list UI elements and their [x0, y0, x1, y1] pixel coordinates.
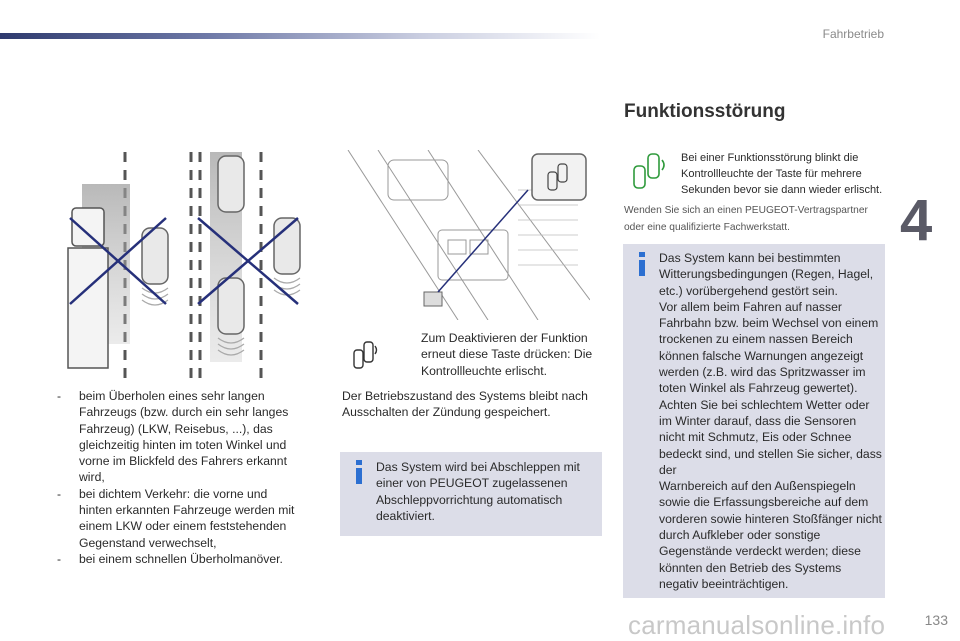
list-item: - beim Überholen eines sehr langen Fahrzeugs (bzw. durch ein sehr langes Fahrzeug) (LKW, Reisebus, ...), das gleichzeitig hinten im toten Winkel und vorne im Blickfeld des Fahrers erkannt wird, — [57, 389, 289, 485]
header-bar — [0, 33, 600, 39]
console-button-illustration — [338, 150, 590, 320]
chapter-number: 4 — [900, 188, 933, 253]
status-memory-text: Der Betriebszustand des Systems bleibt nach Ausschalten der Zündung gespeichert. — [342, 389, 588, 420]
section-title: Fahrbetrieb — [822, 27, 884, 41]
list-item: - bei einem schnellen Überholmanöver. — [57, 551, 283, 566]
malfunction-text: Bei einer Funktionsstörung blinkt die Kontrollleuchte der Taste für mehrere Sekunden bevor sie dann wieder erlischt. — [681, 152, 883, 196]
blind-spot-warning-icon — [350, 340, 380, 370]
weather-info-box: Das System kann bei bestimmten Witterungsbedingungen (Regen, Hagel, etc.) vorübergehend gestört sein. Vor allem beim Fahren auf nasser Fahrbahn bzw. beim Wechsel von einem trockenen zu einem nassen Bereich können falsche Warnungen angezeigt werden (z.B. wird das Spritzwasser im toten Winkel als Fahrzeug gewertet). Achten Sie bei schlechtem Wetter oder im Winter darauf, dass die Sensoren nicht mit Schmutz, Eis oder Schnee bedeckt sind, und stellen Sie sicher, dass der Warnbereich auf den Außenspiegeln sowie die Erfassungsbereiche auf dem vorderen sowie hinteren Stoßfänger nicht durch Aufkleber oder sonstige Gegenstände verdeckt werden; diese könnten den Betrieb des Systems negativ beeinträchtigen. — [623, 244, 885, 598]
page-number: 133 — [924, 612, 948, 628]
towing-info-box: Das System wird bei Abschleppen mit einer von PEUGEOT zugelassenen Abschleppvorrichtung automatisch deaktiviert. — [340, 452, 602, 536]
deactivate-instruction: Zum Deaktivieren der Funktion erneut diese Taste drücken: Die Kontrollleuchte erlischt. — [421, 331, 593, 378]
limitation-list — [57, 388, 303, 567]
section-heading: Funktionsstörung — [624, 101, 786, 122]
blind-spot-warning-icon — [628, 152, 668, 192]
list-item: - bei dichtem Verkehr: die vorne und hinten erkannten Fahrzeuge werden mit einem LKW oder einem feststehenden Gegenstand verwechselt, — [57, 486, 295, 550]
watermark: carmanualsonline.info — [628, 610, 886, 640]
dealer-text: Wenden Sie sich an einen PEUGEOT-Vertragspartner oder eine qualifizierte Fachwerkstatt. — [624, 205, 868, 233]
blind-spot-scenario-illustration — [58, 148, 308, 380]
